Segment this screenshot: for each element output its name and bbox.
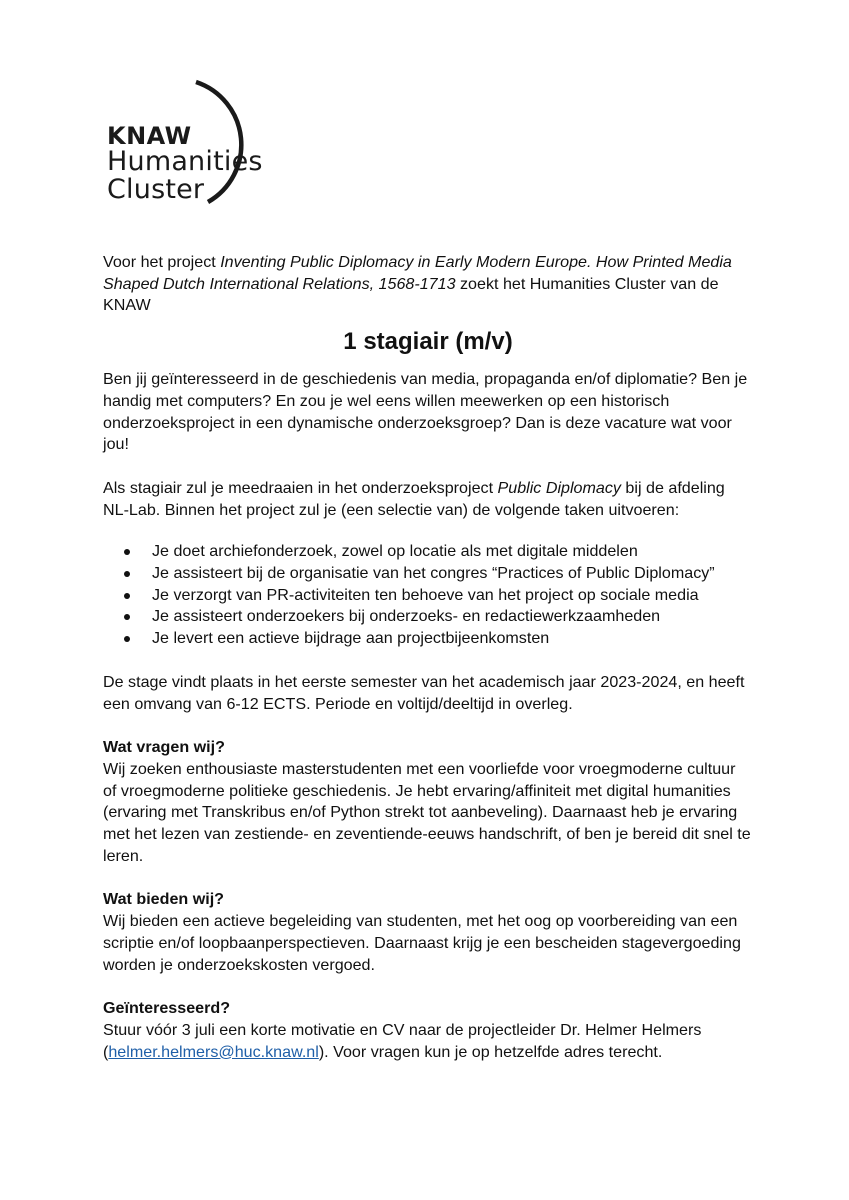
logo-line-knaw: KNAW <box>107 122 192 150</box>
section-text-ask: Wij zoeken enthousiaste masterstudenten met een voorliefde voor vroegmoderne cultuur of vroegmoderne politieke geschiedenis. Je hebt ervaring/affiniteit met digital humanities (ervaring met Transkribus en/of Python strekt tot aanbeveling). Daarnaast heb je ervaring met het lezen van zestiende- en zeventiende-eeuws handschrift, of ben je bereid dit snel te leren. <box>103 759 751 865</box>
task-text: Je verzorgt van PR-activiteiten ten behoeve van het project op sociale media <box>152 585 699 604</box>
contact-prefix: Stuur vóór 3 juli een korte motivatie en CV naar de projectleider Dr. Helmer Helmers ( <box>103 1020 702 1061</box>
list-item <box>103 541 753 563</box>
bullet-icon <box>124 614 130 620</box>
bullet-icon <box>124 571 130 577</box>
list-item <box>103 585 753 607</box>
role-suffix: bij de afdeling NL-Lab. Binnen het project zul je (een selectie van) de volgende taken uitvoeren: <box>103 478 725 519</box>
bullet-icon <box>124 549 130 555</box>
logo-line-humanities: Humanities <box>107 146 263 178</box>
task-text: Je assisteert bij de organisatie van het congres “Practices of Public Diplomacy” <box>152 564 715 583</box>
knaw-logo <box>104 74 284 224</box>
intro-paragraph <box>103 252 753 317</box>
bullet-icon <box>124 593 130 599</box>
list-item <box>103 628 753 650</box>
section-title-contact: Geïnteresseerd? <box>103 999 231 1018</box>
section-title-offer: Wat bieden wij? <box>103 890 225 909</box>
paragraph-role <box>103 478 753 521</box>
paragraph-intro-question: Ben jij geïnteresseerd in de geschiedenis van media, propaganda en/of diplomatie? Ben je handig met computers? En zou je wel eens willen meewerken op een historisch onderzoeksproject in een dynamische onderzoeksgroep? Dan is deze vacature wat voor jou! <box>103 370 748 454</box>
paragraph-stage-details: De stage vindt plaats in het eerste semester van het academisch jaar 2023-2024, en heeft een omvang van 6-12 ECTS. Periode en voltijd/deeltijd in overleg. <box>103 672 745 713</box>
vacancy-heading: 1 stagiair (m/v) <box>343 328 513 356</box>
email-link[interactable]: helmer.helmers@huc.knaw.nl <box>108 1042 319 1061</box>
task-text: Je doet archiefonderzoek, zowel op locatie als met digitale middelen <box>152 542 638 561</box>
task-text: Je levert een actieve bijdrage aan projectbijeenkomsten <box>152 629 550 648</box>
section-text-offer: Wij bieden een actieve begeleiding van studenten, met het oog op voorbereiding van een scriptie en/of loopbaanperspectieven. Daarnaast krijg je een bescheiden stagevergoeding worden je onderzoekskosten vergoed. <box>103 912 741 974</box>
document-body <box>103 252 753 1063</box>
list-item <box>103 606 753 628</box>
contact-suffix: ). Voor vragen kun je op hetzelfde adres terecht. <box>318 1042 663 1061</box>
intro-suffix: zoekt het Humanities Cluster van de KNAW <box>103 274 719 315</box>
project-title: Inventing Public Diplomacy in Early Modern Europe. How Printed Media Shaped Dutch International Relations, 1568-1713 <box>103 253 732 293</box>
role-prefix: Als stagiair zul je meedraaien in het onderzoeksproject <box>103 478 498 497</box>
role-project-name: Public Diplomacy <box>497 478 621 497</box>
logo-line-cluster: Cluster <box>107 174 205 205</box>
section-title-ask: Wat vragen wij? <box>103 738 225 757</box>
section-text-contact <box>103 1020 753 1063</box>
task-text: Je assisteert onderzoekers bij onderzoeks- en redactiewerkzaamheden <box>152 607 661 626</box>
task-list <box>103 541 753 650</box>
logo-text <box>107 124 263 204</box>
bullet-icon <box>124 636 130 642</box>
list-item <box>103 563 753 585</box>
intro-prefix: Voor het project <box>103 253 221 271</box>
